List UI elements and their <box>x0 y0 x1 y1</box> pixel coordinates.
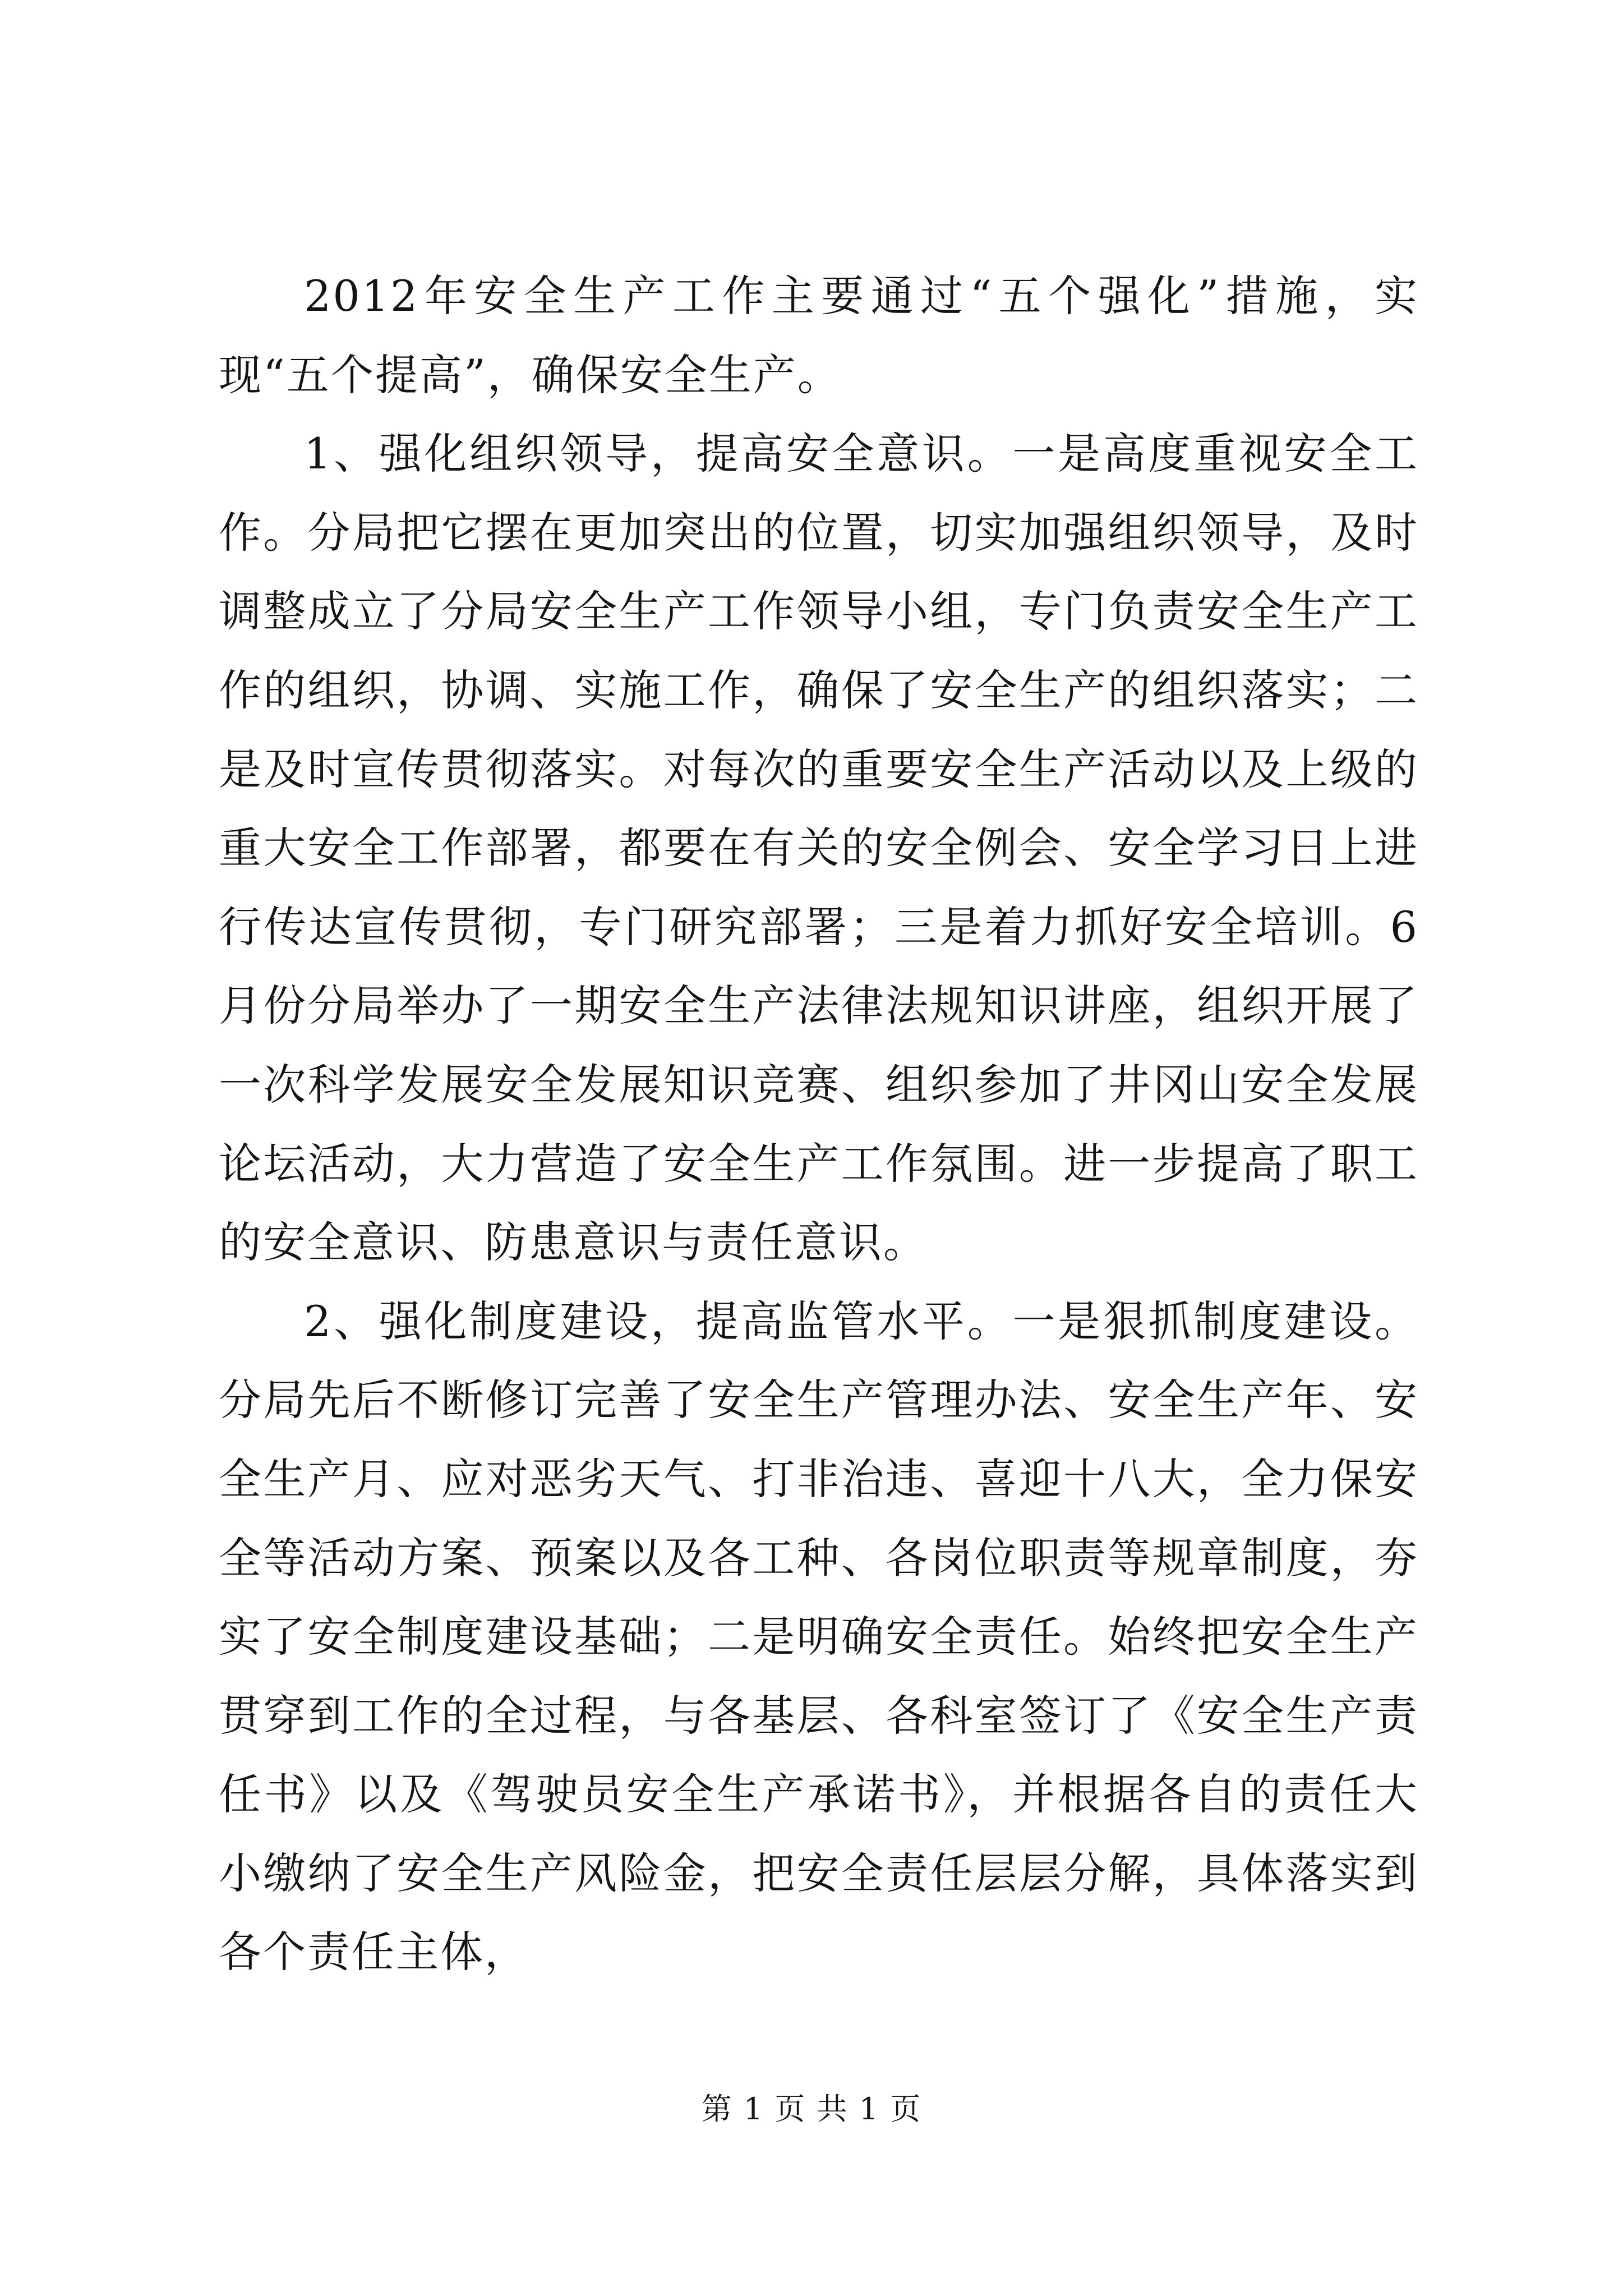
page-footer: 第 1 页 共 1 页 <box>701 2091 922 2127</box>
section-1-paragraph: 1、强化组织领导，提高安全意识。一是高度重视安全工作。分局把它摆在更加突出的位置，切实加强组织领导，及时调整成立了分局安全生产工作领导小组，专门负责安全生产工作的组织，协调、实施工作，确保了安全生产的组织落实；二是及时宣传贯彻落实。对每次的重要安全生产活动以及上级的重大安全工作部署，都要在有关的安全例会、安全学习日上进行传达宣传贯彻，专门研究部署；三是着力抓好安全培训。6月份分局举办了一期安全生产法律法规知识讲座，组织开展了一次科学发展安全发展知识竞赛、组织参加了井冈山安全发展论坛活动，大力营造了安全生产工作氛围。进一步提高了职工的安全意识、防患意识与责任意识。 <box>219 429 1419 1268</box>
section-2-paragraph: 2、强化制度建设，提高监管水平。一是狠抓制度建设。分局先后不断修订完善了安全生产管理办法、安全生产年、安全生产月、应对恶劣天气、打非治违、喜迎十八大，全力保安全等活动方案、预案以及各工种、各岗位职责等规章制度，夯实了安全制度建设基础；二是明确安全责任。始终把安全生产贯穿到工作的全过程，与各基层、各科室签订了《安全生产责任书》以及《驾驶员安全生产承诺书》，并根据各自的责任大小缴纳了安全生产风险金，把安全责任层层分解，具体落实到各个责任主体， <box>219 1296 1419 1977</box>
intro-paragraph: 2012年安全生产工作主要通过“五个强化”措施，实现“五个提高”，确保安全生产。 <box>219 271 1419 400</box>
document-body <box>219 257 1419 1992</box>
